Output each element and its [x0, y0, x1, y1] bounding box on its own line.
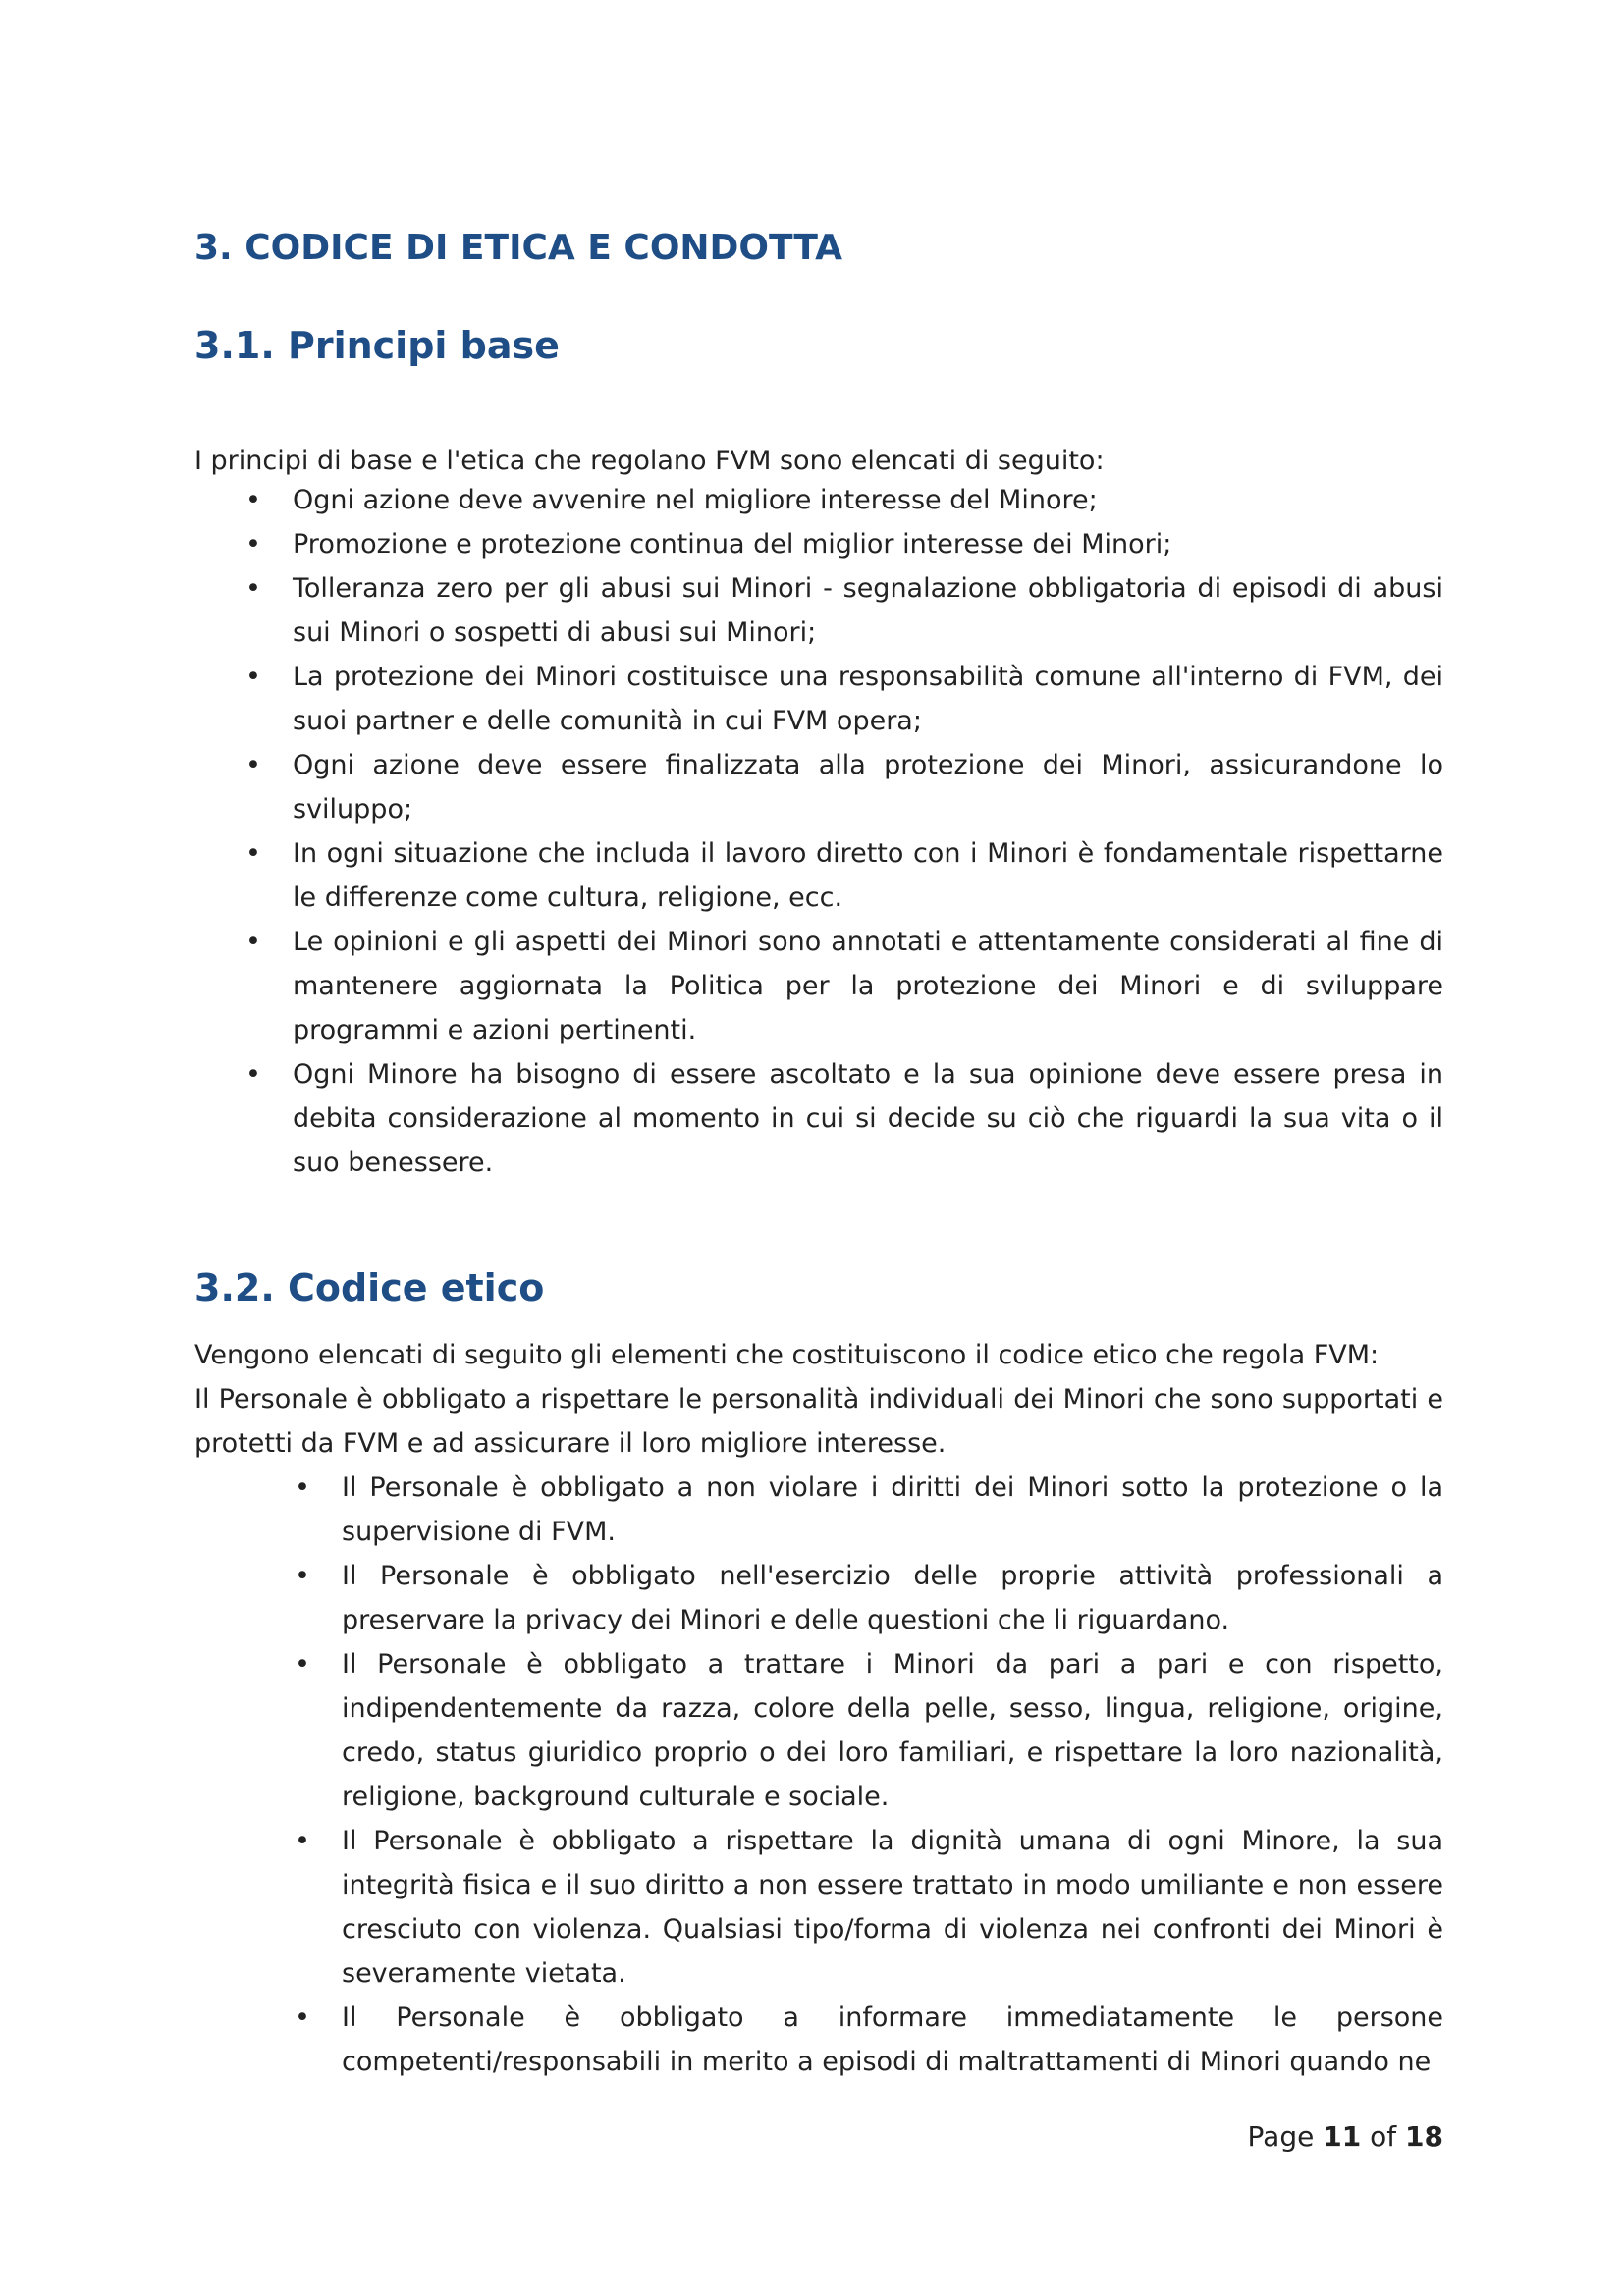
list-item	[295, 1466, 1443, 1554]
bullet-icon: •	[245, 927, 261, 957]
page-total: 18	[1405, 2120, 1443, 2153]
list-item-text: Il Personale è obbligato nell'esercizio delle proprie attività professionali a preservare la privacy dei Minori e delle questioni che li riguardano.	[342, 1561, 1443, 1635]
subsection-title-principi: 3.1. Principi base	[194, 324, 560, 367]
principi-list	[245, 478, 1443, 1185]
principi-intro: I principi di base e l'etica che regolano FVM sono elencati di seguito:	[194, 446, 1105, 476]
list-item	[245, 478, 1443, 522]
codice-intro-personale: Il Personale è obbligato a rispettare le personalità individuali dei Minori che sono supportati e protetti da FVM e ad assicurare il loro migliore interesse.	[194, 1384, 1443, 1459]
list-item	[245, 1052, 1443, 1185]
list-item	[245, 655, 1443, 743]
list-item-text: Ogni azione deve essere finalizzata alla protezione dei Minori, assicurandone lo sviluppo;	[293, 750, 1443, 825]
bullet-icon: •	[295, 1826, 310, 1856]
section-title: 3. CODICE DI ETICA E CONDOTTA	[194, 228, 843, 268]
list-item-text: Ogni azione deve avvenire nel migliore interesse del Minore;	[293, 485, 1098, 515]
list-item-text: In ogni situazione che includa il lavoro diretto con i Minori è fondamentale rispettarne le differenze come cultura, religione, ecc.	[293, 838, 1443, 913]
page-of-label: of	[1370, 2120, 1397, 2153]
bullet-icon: •	[295, 1649, 310, 1680]
list-item-text: Le opinioni e gli aspetti dei Minori sono annotati e attentamente considerati al fine di mantenere aggiornata la Politica per la protezione dei Minori e di sviluppare programmi e azioni pertinenti.	[293, 927, 1443, 1045]
list-item-text: Promozione e protezione continua del miglior interesse dei Minori;	[293, 529, 1172, 560]
codice-list	[295, 1466, 1443, 2084]
bullet-icon: •	[245, 485, 261, 515]
bullet-icon: •	[295, 1561, 310, 1591]
subsection-title-codice: 3.2. Codice etico	[194, 1266, 545, 1309]
codice-intro: Vengono elencati di seguito gli elementi che costituiscono il codice etico che regola FVM:	[194, 1340, 1380, 1370]
bullet-icon: •	[245, 1059, 261, 1090]
page-number: 11	[1323, 2120, 1362, 2153]
bullet-icon: •	[295, 2002, 310, 2033]
page-footer	[1248, 2120, 1443, 2153]
list-item	[245, 743, 1443, 831]
list-item-text: Il Personale è obbligato a informare immediatamente le persone competenti/responsabili in merito a episodi di maltrattamenti di Minori quando ne	[342, 2002, 1443, 2077]
list-item-text: La protezione dei Minori costituisce una responsabilità comune all'interno di FVM, dei suoi partner e delle comunità in cui FVM opera;	[293, 662, 1443, 736]
list-item-text: Tolleranza zero per gli abusi sui Minori - segnalazione obbligatoria di episodi di abusi sui Minori o sospetti di abusi sui Minori;	[293, 573, 1443, 648]
bullet-icon: •	[245, 529, 261, 560]
list-item	[295, 1554, 1443, 1642]
list-item	[245, 566, 1443, 655]
list-item	[245, 831, 1443, 920]
list-item	[245, 522, 1443, 566]
list-item	[295, 1819, 1443, 1996]
list-item-text: Il Personale è obbligato a rispettare la dignità umana di ogni Minore, la sua integrità fisica e il suo diritto a non essere trattato in modo umiliante e non essere cresciuto con violenza. Qualsiasi tipo/forma di violenza nei confronti dei Minori è severamente vietata.	[342, 1826, 1443, 1989]
page-label: Page	[1247, 2120, 1315, 2153]
list-item-text: Il Personale è obbligato a trattare i Minori da pari a pari e con rispetto, indipendentemente da razza, colore della pelle, sesso, lingua, religione, origine, credo, status giuridico proprio o dei loro familiari, e rispettare la loro nazionalità, religione, background culturale e sociale.	[342, 1649, 1443, 1812]
list-item	[295, 1642, 1443, 1819]
bullet-icon: •	[295, 1472, 310, 1503]
list-item-text: Il Personale è obbligato a non violare i diritti dei Minori sotto la protezione o la supervisione di FVM.	[342, 1472, 1443, 1547]
bullet-icon: •	[245, 838, 261, 869]
bullet-icon: •	[245, 750, 261, 780]
bullet-icon: •	[245, 662, 261, 692]
list-item-text: Ogni Minore ha bisogno di essere ascoltato e la sua opinione deve essere presa in debita considerazione al momento in cui si decide su ciò che riguardi la sua vita o il suo benessere.	[293, 1059, 1443, 1178]
list-item	[245, 920, 1443, 1052]
list-item	[295, 1996, 1443, 2084]
bullet-icon: •	[245, 573, 261, 604]
